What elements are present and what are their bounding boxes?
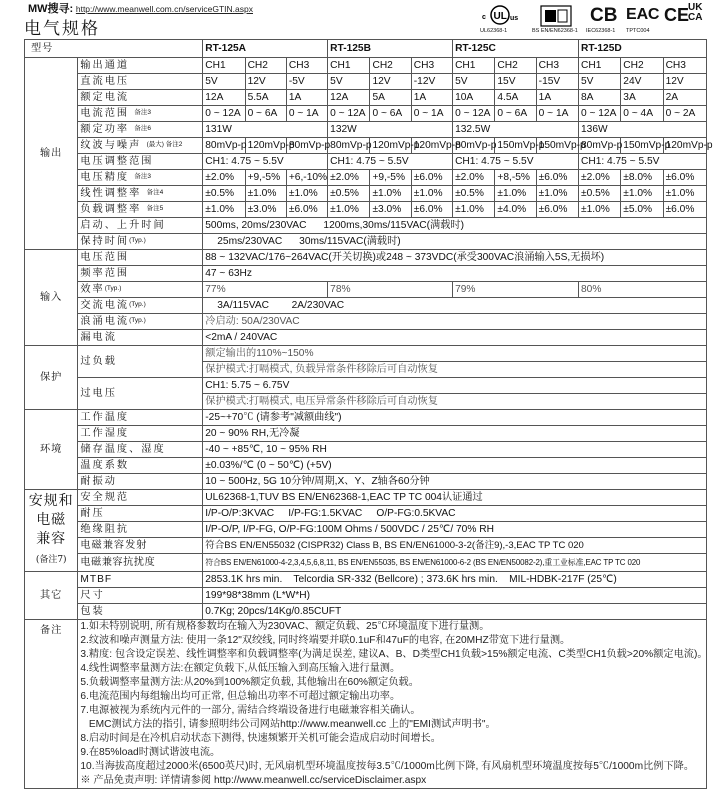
current-range-row	[25, 106, 707, 122]
model-row	[25, 40, 707, 58]
isolation-row	[25, 522, 707, 538]
cell: ±8.0%	[621, 170, 663, 186]
cell: 80%	[578, 282, 706, 298]
cell: 12V	[245, 74, 286, 90]
cell: 0 ~ 4A	[621, 106, 663, 122]
cell: 5V	[328, 74, 370, 90]
packing-value: 0.7Kg; 20pcs/14Kg/0.85CUFT	[203, 604, 707, 620]
working-humidity-label: 工作湿度	[78, 426, 203, 442]
cell: 77%	[203, 282, 328, 298]
cell: 80mVp-p	[203, 138, 245, 154]
cell: 2A	[663, 90, 706, 106]
note-ref: 备注3	[134, 173, 151, 180]
withstand-label: 耐压	[78, 506, 203, 522]
overvoltage-range: CH1: 5.75 ~ 6.75V	[203, 378, 707, 394]
cell: 150mVp-p	[621, 138, 663, 154]
rated-current-row	[25, 90, 707, 106]
cell: ±2.0%	[453, 170, 495, 186]
cell: 5V	[453, 74, 495, 90]
cell: -5V	[286, 74, 327, 90]
ripple-row	[25, 138, 707, 154]
inrush-label	[78, 314, 203, 330]
rated-current-label: 额定电流	[78, 90, 203, 106]
cell: CH1	[328, 58, 370, 74]
cell: -12V	[411, 74, 452, 90]
cell: ±6.0%	[663, 202, 706, 218]
overvoltage-mode: 保护模式:打嗝模式, 电压异常条件移除后可自动恢复	[203, 394, 707, 410]
cell: ±1.0%	[663, 186, 706, 202]
note-ref: (最大) 备注2	[146, 141, 183, 148]
dc-voltage-row	[25, 74, 707, 90]
cell: 12A	[328, 90, 370, 106]
working-temp-value: -25~+70℃ (请参考"减额曲线")	[203, 410, 707, 426]
ripple-label	[78, 138, 203, 154]
isolation-label: 绝缘阻抗	[78, 522, 203, 538]
svg-text:us: us	[510, 15, 519, 22]
cell: 12V	[663, 74, 706, 90]
cb-standard-label: IEC62368-1	[586, 28, 616, 34]
cell: ±1.0%	[621, 186, 663, 202]
others-section-label: 其它	[25, 572, 78, 620]
storage-label: 储存温度、湿度	[78, 442, 203, 458]
emc-immunity-label: 电磁兼容抗扰度	[78, 554, 203, 572]
channel-row	[25, 58, 707, 74]
note-line: 1.如未特别说明, 所有规格参数均在输入为230VAC、额定负载、25℃环境温度下进行量测。	[80, 621, 490, 632]
cell: CH3	[663, 58, 706, 74]
mtbf-value: 2853.1K hrs min. Telcordia SR-332 (Bellcore) ; 373.6K hrs min. MIL-HDBK-217F (25℃)	[203, 572, 707, 588]
cell: ±1.0%	[245, 186, 286, 202]
cell: 0 ~ 6A	[245, 106, 286, 122]
leakage-row	[25, 330, 707, 346]
voltage-tolerance-label	[78, 170, 203, 186]
isolation-value: I/P-O/P, I/P-FG, O/P-FG:100M Ohms / 500VDC / 25℃/ 70% RH	[203, 522, 707, 538]
efficiency-label-text: 效率	[80, 284, 105, 295]
note-ref: 备注4	[146, 189, 164, 196]
note-line: 4.线性调整率量测方法:在额定负载下,从低压输入到高压输入进行量测。	[80, 663, 401, 674]
cell: ±1.0%	[578, 202, 620, 218]
cell: CH2	[495, 58, 536, 74]
packing-label: 包装	[78, 604, 203, 620]
cell: 79%	[453, 282, 579, 298]
inrush-value: 冷启动: 50A/230VAC	[203, 314, 707, 330]
cell: ±0.5%	[203, 186, 245, 202]
cell: 8A	[578, 90, 620, 106]
temp-coef-label: 温度系数	[78, 458, 203, 474]
note-ref: (Typ.)	[104, 285, 122, 292]
safety-section-note: (备注7)	[35, 554, 67, 565]
vibration-label: 耐振动	[78, 474, 203, 490]
cell: ±1.0%	[286, 186, 327, 202]
cell: 0 ~ 12A	[203, 106, 245, 122]
withstand-row	[25, 506, 707, 522]
page-title: 电气规格	[24, 19, 100, 39]
cell: 3A	[621, 90, 663, 106]
line-regulation-row	[25, 186, 707, 202]
cell: 131W	[203, 122, 328, 138]
emc-emission-row	[25, 538, 707, 554]
cell: ±2.0%	[328, 170, 370, 186]
cell: 0 ~ 6A	[495, 106, 536, 122]
safety-standards-value: UL62368-1,TUV BS EN/EN62368-1,EAC TP TC 004认证通过	[203, 490, 707, 506]
model-b: RT-125B	[328, 40, 453, 58]
emc-emission-label: 电磁兼容发射	[78, 538, 203, 554]
note-line: 3.精度: 包含设定误差、线性调整率和负载调整率(为满足误差, 建议A、B、D类型CH1负载>15%额定电流、C类型CH1负载>20%额定电流)。	[80, 649, 708, 660]
efficiency-label	[78, 282, 203, 298]
ac-current-row	[25, 298, 707, 314]
cell: 78%	[328, 282, 453, 298]
svg-text:UL: UL	[493, 11, 507, 22]
safety-emc-section-label	[25, 490, 78, 572]
safety-standards-label: 安全规范	[78, 490, 203, 506]
ac-current-label	[78, 298, 203, 314]
overload-row-1	[25, 346, 707, 362]
hold-up-row	[25, 234, 707, 250]
cell: CH2	[621, 58, 663, 74]
inrush-row	[25, 314, 707, 330]
model-d: RT-125D	[578, 40, 706, 58]
cell: ±0.5%	[328, 186, 370, 202]
cell: CH1	[578, 58, 620, 74]
cell: ±6.0%	[536, 202, 578, 218]
frequency-row	[25, 266, 707, 282]
cell: 0 ~ 1A	[286, 106, 327, 122]
model-c: RT-125C	[453, 40, 579, 58]
cell: ±1.0%	[328, 202, 370, 218]
dc-voltage-label: 直流电压	[78, 74, 203, 90]
safety-standards-row	[25, 490, 707, 506]
cell: CH3	[411, 58, 452, 74]
note-line: 9.在85%load时测试谐波电流。	[80, 747, 221, 758]
input-section-label: 输入	[25, 250, 78, 346]
voltage-tolerance-row	[25, 170, 707, 186]
safety-section-line-3: 兼容	[36, 530, 67, 547]
safety-section-line-1: 安规和	[28, 492, 74, 509]
cell: ±6.0%	[411, 170, 452, 186]
vibration-value: 10 ~ 500Hz, 5G 10分钟/周期,X、Y、Z轴各60分钟	[203, 474, 707, 490]
mtbf-row	[25, 572, 707, 588]
rated-power-label	[78, 122, 203, 138]
ac-current-value: 3A/115VAC 2A/230VAC	[203, 298, 707, 314]
line-regulation-label-text: 线性调整率	[80, 188, 142, 199]
note-line: 8.启动时间是在冷机启动状态下测得, 快速频繁开关机可能会造成启动时间增长。	[80, 733, 441, 744]
cell: 80mVp-p	[453, 138, 495, 154]
cell: 1A	[536, 90, 578, 106]
note-ref: 备注3	[134, 109, 151, 116]
setup-rise-row	[25, 218, 707, 234]
cell: CH2	[245, 58, 286, 74]
cell: 0 ~ 1A	[536, 106, 578, 122]
note-line: 2.纹波和噪声测量方法: 使用一条12"双绞线, 同时终端要并联0.1uF和47uF的电容, 在20MHZ带宽下进行量测。	[80, 635, 571, 646]
svg-text:c: c	[482, 14, 486, 21]
temp-coef-row	[25, 458, 707, 474]
overvoltage-row-1	[25, 378, 707, 394]
cell: 0 ~ 12A	[328, 106, 370, 122]
line-regulation-label	[78, 186, 203, 202]
cell: 10A	[453, 90, 495, 106]
cell: ±4.0%	[495, 202, 536, 218]
load-regulation-label-text: 负载调整率	[80, 204, 142, 215]
leakage-value: <2mA / 240VAC	[203, 330, 707, 346]
cell: 0 ~ 6A	[370, 106, 411, 122]
certification-marks: c UL us UL62368-1 BS EN/EN62368-1 CB IEC62368-1 ЕАС CE UK CA TPTC004	[480, 2, 703, 34]
cell: ±1.0%	[495, 186, 536, 202]
channel-label: 输出通道	[78, 58, 203, 74]
cell: 120mVp-p	[663, 138, 706, 154]
note-ref: (Typ.)	[129, 301, 146, 308]
cell: 80mVp-p	[328, 138, 370, 154]
cell: +9,-5%	[245, 170, 286, 186]
storage-row	[25, 442, 707, 458]
inrush-label-text: 浪涌电流	[80, 316, 130, 327]
cell: ±1.0%	[536, 186, 578, 202]
frequency-label: 频率范围	[78, 266, 203, 282]
working-humidity-value: 20 ~ 90% RH,无冷凝	[203, 426, 707, 442]
packing-row	[25, 604, 707, 620]
gtin-search-line: MW搜寻: http://www.meanwell.com.cn/serviceGTIN.aspx	[28, 3, 253, 15]
cell: 132.5W	[453, 122, 579, 138]
cell: ±3.0%	[245, 202, 286, 218]
eac-standard-label: TPTC004	[626, 28, 650, 34]
cell: 4.5A	[495, 90, 536, 106]
cell: +6,-10%	[286, 170, 327, 186]
cell: 120mVp-p	[411, 138, 452, 154]
overload-range: 额定输出的110%~150%	[203, 346, 707, 362]
note-ref: 备注5	[146, 205, 164, 212]
spec-table	[24, 39, 713, 789]
vibration-row	[25, 474, 707, 490]
cell: 136W	[578, 122, 706, 138]
overvoltage-label: 过电压	[78, 378, 203, 410]
withstand-value: I/P-O/P:3KVAC I/P-FG:1.5KVAC O/P-FG:0.5KVAC	[203, 506, 707, 522]
dimension-value: 199*98*38mm (L*W*H)	[203, 588, 707, 604]
cell: 80mVp-p	[286, 138, 327, 154]
cell: CH1	[203, 58, 245, 74]
load-regulation-label	[78, 202, 203, 218]
cell: -15V	[536, 74, 578, 90]
hold-up-label-text: 保持时间	[80, 236, 130, 247]
cell: 5A	[370, 90, 411, 106]
temp-coef-value: ±0.03%/℃ (0 ~ 50℃) (+5V)	[203, 458, 707, 474]
cell: 132W	[328, 122, 453, 138]
notes-section-label: 备注	[25, 620, 78, 789]
cell: 24V	[621, 74, 663, 90]
cell: 1A	[286, 90, 327, 106]
note-ref: (Typ.)	[129, 317, 146, 324]
cell: 0 ~ 1A	[411, 106, 452, 122]
cell: 150mVp-p	[536, 138, 578, 154]
protection-section-label: 保护	[25, 346, 78, 410]
notes-row	[25, 620, 707, 789]
hold-up-label	[78, 234, 203, 250]
note-line: 7.电源被视为系统内元件的一部分, 需结合终端设备进行电磁兼容相关确认。	[80, 705, 421, 716]
emc-immunity-row	[25, 554, 707, 572]
input-voltage-value: 88 ~ 132VAC/176~264VAC(开关切换)或248 ~ 373VDC(承受300VAC浪涌输入5S,无损坏)	[203, 250, 707, 266]
working-temp-row	[25, 410, 707, 426]
voltage-adj-label: 电压调整范围	[78, 154, 203, 170]
cell: ±0.5%	[578, 186, 620, 202]
cell: ±1.0%	[370, 186, 411, 202]
cell: 0 ~ 12A	[453, 106, 495, 122]
emc-immunity-value: 符合BS EN/EN61000-4-2,3,4,5,6,8,11, BS EN/EN55035, BS EN/EN61000-6-2 (BS EN/EN50082-2),重工业标准,EAC TP TC 020	[203, 554, 707, 572]
mw-search-label: MW搜寻	[28, 3, 70, 15]
cell: ±6.0%	[536, 170, 578, 186]
cell: 15V	[495, 74, 536, 90]
current-range-label	[78, 106, 203, 122]
cell: ±2.0%	[578, 170, 620, 186]
dimension-label: 尺寸	[78, 588, 203, 604]
working-temp-label: 工作温度	[78, 410, 203, 426]
ul-mark-icon	[480, 4, 526, 35]
cell: 1A	[411, 90, 452, 106]
note-ref: (Typ.)	[129, 237, 146, 244]
cell: 5.5A	[245, 90, 286, 106]
cell: CH1: 4.75 ~ 5.5V	[203, 154, 328, 170]
gtin-link[interactable]: http://www.meanwell.com.cn/serviceGTIN.aspx	[75, 4, 253, 14]
cell: 5V	[203, 74, 245, 90]
cell: CH1	[453, 58, 495, 74]
cell: +9,-5%	[370, 170, 411, 186]
note-ref: 备注6	[134, 125, 151, 132]
rated-power-label-text: 额定功率	[80, 124, 130, 135]
cell: ±3.0%	[370, 202, 411, 218]
cell: ±6.0%	[663, 170, 706, 186]
setup-rise-label: 启动、上升时间	[78, 218, 203, 234]
note-line: 5.负载调整率量测方法:从20%到100%额定负载, 其他输出在60%额定负载。	[80, 677, 419, 688]
voltage-adj-row	[25, 154, 707, 170]
cell: 0 ~ 2A	[663, 106, 706, 122]
cell: ±5.0%	[621, 202, 663, 218]
input-voltage-label: 电压范围	[78, 250, 203, 266]
ac-current-label-text: 交流电流	[80, 300, 130, 311]
cell: CH3	[536, 58, 578, 74]
cell: ±0.5%	[453, 186, 495, 202]
cell: 150mVp-p	[495, 138, 536, 154]
mtbf-label: MTBF	[78, 572, 203, 588]
hold-up-value: 25ms/230VAC 30ms/115VAC(满载时)	[203, 234, 707, 250]
input-voltage-row	[25, 250, 707, 266]
notes-body	[78, 620, 707, 789]
bs-tuv-mark-icon	[532, 4, 582, 35]
working-humidity-row	[25, 426, 707, 442]
ripple-label-text: 纹波与噪声	[80, 140, 142, 151]
cell: CH1: 4.75 ~ 5.5V	[328, 154, 453, 170]
cell: CH3	[286, 58, 327, 74]
cell: 12V	[370, 74, 411, 90]
load-regulation-row	[25, 202, 707, 218]
cell: ±1.0%	[411, 186, 452, 202]
overload-label: 过负载	[78, 346, 203, 378]
cell: ±2.0%	[203, 170, 245, 186]
cell: 0 ~ 12A	[578, 106, 620, 122]
cell: ±1.0%	[453, 202, 495, 218]
cell: ±6.0%	[411, 202, 452, 218]
frequency-value: 47 ~ 63Hz	[203, 266, 707, 282]
voltage-tolerance-label-text: 电压精度	[80, 172, 130, 183]
safety-section-line-2: 电磁	[36, 511, 67, 528]
output-section-label: 输出	[25, 58, 78, 250]
cell: 120mVp-p	[370, 138, 411, 154]
dimension-row	[25, 588, 707, 604]
cell: CH1: 4.75 ~ 5.5V	[453, 154, 579, 170]
cell: 120mVp-p	[245, 138, 286, 154]
cell: 12A	[203, 90, 245, 106]
bs-standard-label: BS EN/EN62368-1	[532, 28, 578, 34]
overload-mode: 保护模式:打嗝模式, 负载异常条件移除后可自动恢复	[203, 362, 707, 378]
leakage-label: 漏电流	[78, 330, 203, 346]
emc-emission-value: 符合BS EN/EN55032 (CISPR32) Class B, BS EN/EN61000-3-2(备注9),-3,EAC TP TC 020	[203, 538, 707, 554]
rated-power-row	[25, 122, 707, 138]
storage-value: -40 ~ +85℃, 10 ~ 95% RH	[203, 442, 707, 458]
ul-standard-label: UL62368-1	[480, 28, 508, 34]
cell: +8,-5%	[495, 170, 536, 186]
current-range-label-text: 电流范围	[80, 108, 130, 119]
efficiency-row	[25, 282, 707, 298]
cell: 5V	[578, 74, 620, 90]
setup-rise-value: 500ms, 20ms/230VAC 1200ms,30ms/115VAC(满载时)	[203, 218, 707, 234]
cell: CH1: 4.75 ~ 5.5V	[578, 154, 706, 170]
model-label: 型号	[25, 40, 203, 58]
note-line: ※ 产品免责声明: 详情请参阅 http://www.meanwell.cc/serviceDisclaimer.aspx	[80, 775, 427, 786]
cell: CH2	[370, 58, 411, 74]
model-a: RT-125A	[203, 40, 328, 58]
cell: ±6.0%	[286, 202, 327, 218]
note-line: 6.电流范围内每组输出均可正常, 但总输出功率不可超过额定输出功率。	[80, 691, 401, 702]
cell: ±1.0%	[203, 202, 245, 218]
note-line: EMC测试方法的指引, 请参照明纬公司网站http://www.meanwell.cc 上的"EMI测试声明书"。	[80, 719, 496, 730]
note-line: 10.当海拔高度超过2000米(6500英尺)时, 无风扇机型环境温度按每3.5℃/1000m比例下降, 有风扇机型环境温度按每5℃/1000m比例下降。	[80, 761, 695, 772]
cell: 80mVp-p	[578, 138, 620, 154]
environment-section-label: 环境	[25, 410, 78, 490]
